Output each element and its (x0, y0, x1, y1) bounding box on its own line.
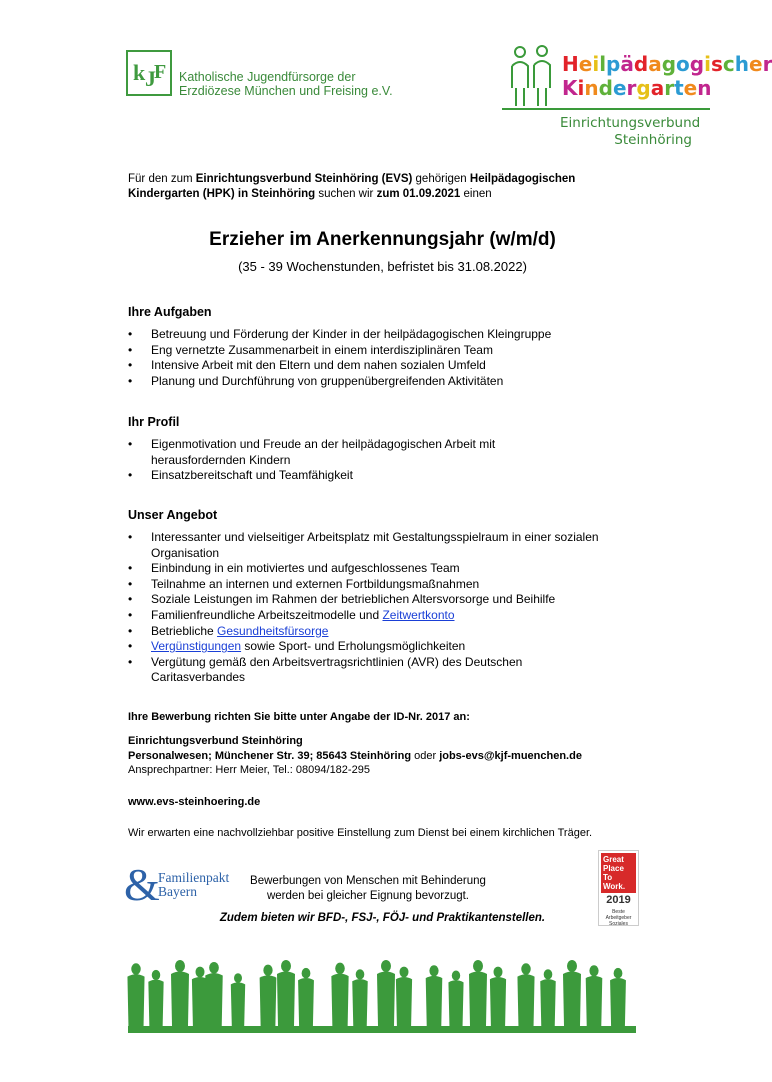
silhouette-head (209, 962, 219, 974)
bfd-text: Zudem bieten wir (219, 912, 318, 924)
contact-email[interactable]: jobs-evs@kjf-muenchen.de (439, 749, 582, 762)
hpk-title-letter: t (674, 76, 684, 100)
gptw-sub-line: Beste Arbeitgeber (605, 909, 632, 921)
silhouette-head (263, 965, 272, 976)
silhouette-body (610, 978, 626, 1026)
intro-org: Einrichtungsverbund Steinhöring (EVS) (195, 173, 413, 185)
behinderung-notice (230, 874, 506, 903)
list-item: • Einsatzbereitschaft und Teamfähigkeit (128, 468, 508, 484)
list-item: • Soziale Leistungen im Rahmen der betrieblichen Altersvorsorge und Beihilfe (128, 592, 638, 608)
hpk-underline (502, 108, 710, 110)
silhouette-body (469, 972, 487, 1027)
intro-text: suchen wir (315, 188, 377, 200)
contact-org: Einrichtungsverbund Steinhöring (128, 735, 303, 747)
hpk-title-letter: e (578, 52, 593, 76)
silhouette-head (473, 960, 483, 972)
familienpakt-line-2: Bayern (158, 884, 197, 899)
zeitwertkonto-link[interactable]: Zeitwertkonto (382, 607, 455, 622)
list-item: • Einbindung in ein motiviertes und aufgeschlossenes Team (128, 561, 638, 577)
list-item (128, 608, 638, 624)
footer-bar (128, 1026, 636, 1033)
silhouette-head (381, 960, 391, 972)
bfd-text: FSJ- (351, 912, 377, 924)
hpk-title-letter: s (710, 52, 723, 76)
hpk-sub-line-2: Steinhöring (614, 132, 692, 148)
hpk-title-letter: K (562, 76, 578, 100)
silhouette-head (281, 960, 291, 972)
hpk-logo-subtitle (560, 115, 701, 149)
gptw-year: 2019 (606, 894, 631, 906)
hpk-title-letter: c (722, 52, 735, 76)
hpk-title-letter: H (562, 52, 579, 76)
contact-address: Personalwesen; Münchener Str. 39; 85643 Steinhöring (128, 749, 412, 762)
website-link[interactable]: www.evs-steinhoering.de (128, 796, 261, 808)
hpk-sub-line-1: Einrichtungsverbund (560, 115, 701, 131)
silhouette-body (260, 975, 277, 1026)
kjf-logo-icon (126, 50, 172, 96)
list-item: • Eigenmotivation und Freude an der heilpädagogischen Arbeit mit herausfordernden Kindern (128, 437, 508, 468)
silhouette-head (589, 965, 598, 976)
kjf-line-1: Katholische Jugendfürsorge der (179, 70, 356, 84)
hpk-title-letter: r (762, 52, 772, 76)
hpk-title-letter: e (612, 76, 627, 100)
gptw-word: To (603, 873, 613, 882)
gesundheitsfuersorge-link[interactable]: Gesundheitsfürsorge (217, 623, 329, 638)
silhouette-head (494, 967, 503, 978)
bewerbung-instruction: Ihre Bewerbung richten Sie bitte unter Angabe der ID-Nr. 2017 an: (128, 711, 470, 723)
svg-text:J: J (145, 66, 156, 91)
hpk-title-letter: n (697, 76, 712, 100)
silhouette-body (331, 974, 348, 1026)
intro-text: einen (460, 188, 492, 200)
svg-text:F: F (154, 61, 167, 83)
silhouette-head (452, 971, 460, 981)
svg-text:k: k (133, 60, 146, 85)
gptw-word: Great (603, 855, 624, 864)
behinderung-line-2: werden bei gleicher Eignung bevorzugt. (266, 889, 470, 902)
section-heading-aufgaben: Ihre Aufgaben (128, 305, 212, 319)
hpk-title-letter: ä (620, 52, 634, 76)
angebot-list (128, 530, 638, 686)
intro-paragraph (128, 172, 648, 202)
intro-text: gehörigen (412, 173, 470, 185)
bfd-notice (0, 912, 765, 924)
hpk-title-letter: d (598, 76, 613, 100)
profil-list (128, 437, 508, 484)
hpk-title-letter: i (704, 52, 711, 76)
silhouette-head (131, 963, 141, 974)
silhouette-head (196, 967, 205, 978)
hpk-title-letter: a (648, 52, 662, 76)
hpk-title-letter: i (577, 76, 585, 100)
people-silhouettes-icon (128, 960, 636, 1028)
silhouette-head (335, 963, 345, 975)
list-item-text: Betriebliche (151, 623, 218, 638)
behinderung-line-1: Bewerbungen von Menschen mit Behinderung (250, 875, 486, 887)
silhouette-head (302, 968, 311, 979)
silhouette-body (563, 972, 581, 1027)
silhouette-body (586, 976, 603, 1026)
list-item: • Planung und Durchführung von gruppenübergreifenden Aktivitäten (128, 374, 648, 390)
silhouette-head (521, 963, 531, 974)
kjf-logo-text (179, 70, 393, 98)
contact-person: Ansprechpartner: Herr Meier, Tel.: 08094/182-295 (128, 764, 370, 776)
hpk-title-letter: g (689, 52, 705, 76)
hpk-title-line-2 (562, 76, 712, 100)
intro-text: Für den zum (128, 173, 196, 185)
list-item-text: Familienfreundliche Arbeitszeitmodelle und (151, 607, 383, 622)
gptw-red-block (601, 853, 636, 893)
hpk-title-letter: g (661, 52, 677, 76)
hpk-title-letter: h (734, 52, 749, 76)
silhouette-body (377, 972, 395, 1027)
list-item: • Eng vernetzte Zusammenarbeit in einem interdisziplinären Team (128, 343, 648, 359)
contact-or: oder (411, 749, 440, 762)
silhouette-head (429, 965, 438, 976)
silhouette-body (490, 977, 506, 1026)
contact-block (128, 734, 648, 778)
silhouette-head (175, 960, 185, 972)
hpk-title-letter: e (683, 76, 698, 100)
hpk-title-letter: i (592, 52, 600, 76)
gptw-sub-line: Soziales (609, 921, 628, 927)
hpk-title-letter: n (584, 76, 599, 100)
silhouette-body (277, 972, 295, 1027)
bfd-text: , (345, 912, 352, 924)
hpk-logo-title (562, 52, 772, 100)
list-item: • Intensive Arbeit mit den Eltern und dem nahen sozialen Umfeld (128, 358, 648, 374)
hpk-title-letter: a (650, 76, 665, 100)
hpk-title-letter: p (606, 52, 621, 76)
hpk-title-letter: r (664, 76, 675, 100)
silhouette-head (234, 973, 242, 983)
hpk-title-letter: g (636, 76, 651, 100)
silhouette-head (544, 969, 553, 979)
list-item-text: sowie Sport- und Erholungsmöglichkeiten (241, 639, 466, 654)
silhouette-head (567, 960, 577, 972)
list-item (128, 624, 638, 640)
list-item: • Betreuung und Förderung der Kinder in der heilpädagogischen Kleingruppe (128, 327, 648, 343)
silhouette-head (400, 967, 409, 978)
silhouette-body (205, 973, 222, 1026)
silhouette-body (448, 980, 463, 1026)
hpk-title-letter: r (626, 76, 637, 100)
list-item: • Vergütung gemäß den Arbeitsvertragsrichtlinien (AVR) des Deutschen Caritasverbandes (128, 655, 551, 686)
gptw-word: Place (603, 864, 624, 873)
hpk-title-line-1 (562, 52, 772, 76)
bfd-text: BFD- (317, 912, 346, 924)
job-subtitle: (35 - 39 Wochenstunden, befristet bis 31.08.2022) (238, 259, 527, 274)
job-title: Erzieher im Anerkennungsjahr (w/m/d) (209, 229, 556, 250)
list-item: • Interessanter und vielseitiger Arbeitsplatz mit Gestaltungsspielraum in einer sozialen Organisation (128, 530, 638, 561)
silhouette-head (152, 970, 161, 980)
familienpakt-logo-text (158, 871, 229, 899)
hpk-title-letter: d (633, 52, 649, 76)
hpk-title-letter: e (748, 52, 763, 76)
bfd-text: , FÖJ- und Praktikantenstellen. (376, 912, 546, 924)
list-item (128, 639, 638, 655)
hpk-figures-icon (500, 44, 560, 110)
erwartung-text: Wir erwarten eine nachvollziehbar positive Einstellung zum Dienst bei einem kirchlichen Träger. (128, 827, 593, 839)
list-item: • Teilnahme an internen und externen Fortbildungsmaßnahmen (128, 577, 638, 593)
silhouette-body (540, 979, 555, 1026)
silhouette-body (517, 974, 534, 1026)
silhouette-body (148, 980, 163, 1026)
silhouette-body (231, 982, 245, 1026)
silhouette-body (396, 977, 412, 1026)
kjf-line-2: Erzdiözese München und Freising e.V. (179, 84, 393, 98)
verguenstigungen-link[interactable]: Vergünstigungen (151, 639, 242, 654)
section-heading-angebot: Unser Angebot (128, 508, 218, 522)
svg-text:&: & (124, 859, 160, 910)
silhouette-body (127, 974, 144, 1026)
intro-kindergarten: Heilpädagogischen Kindergarten (HPK) in Steinhöring (128, 173, 576, 200)
silhouette-body (352, 979, 367, 1026)
intro-start-date: zum 01.09.2021 (376, 188, 461, 200)
silhouette-body (171, 972, 189, 1027)
gptw-word: Work. (603, 882, 626, 891)
aufgaben-list (128, 327, 648, 389)
silhouette-head (614, 968, 623, 979)
familienpakt-line-1: Familienpakt (158, 870, 230, 885)
silhouette-body (298, 978, 314, 1026)
hpk-title-letter: l (599, 52, 607, 76)
silhouette-head (356, 969, 365, 979)
hpk-title-letter: o (676, 52, 690, 76)
silhouette-body (426, 976, 443, 1026)
section-heading-profil: Ihr Profil (128, 415, 180, 429)
